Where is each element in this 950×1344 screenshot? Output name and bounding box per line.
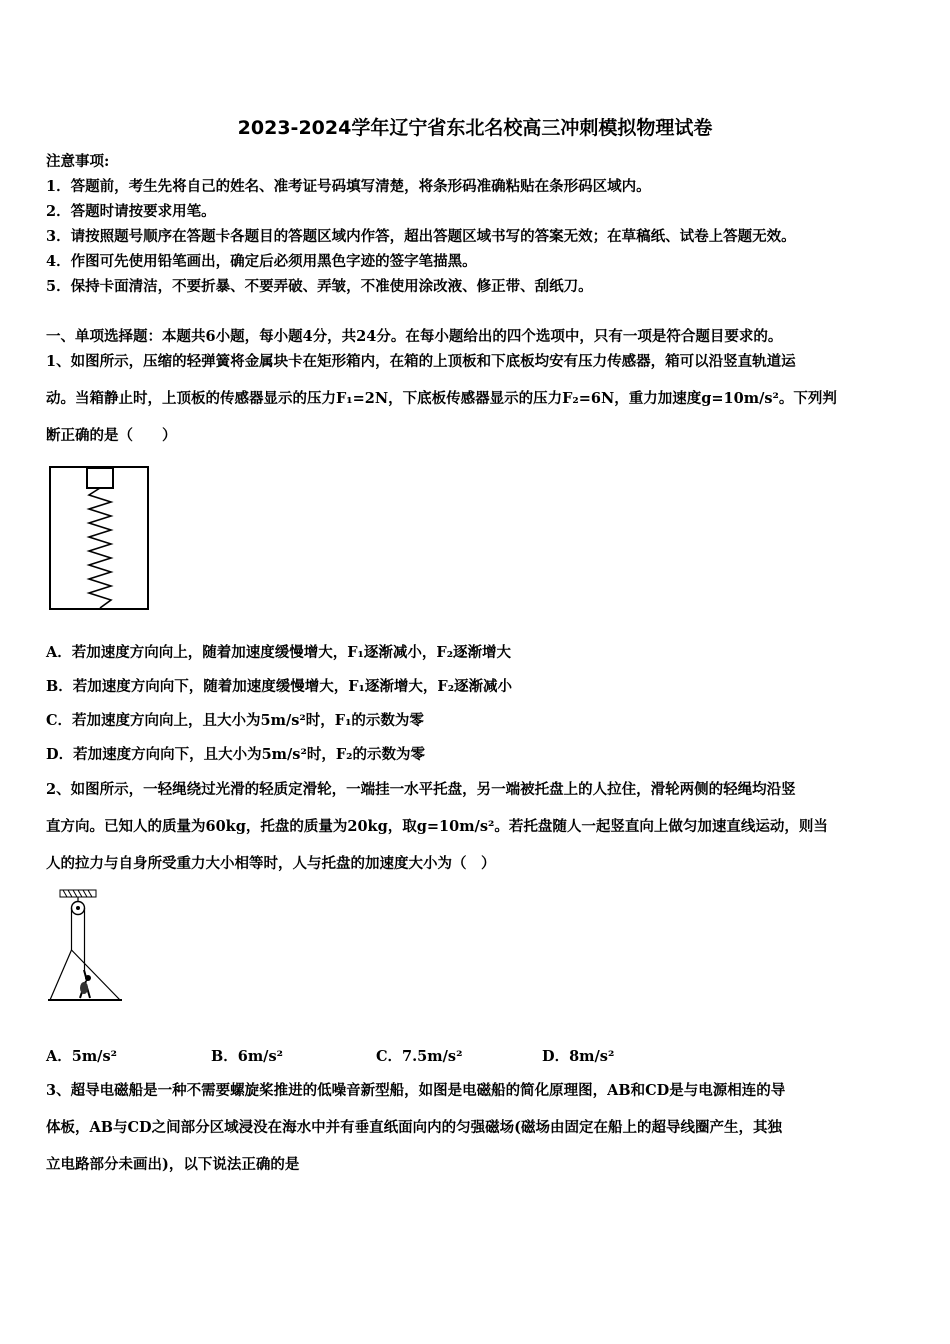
q1-stem-line: 动。当箱静止时，上顶板的传感器显示的压力F₁=2N，下底板传感器显示的压力F₂=6N，重力加速度g=10m/s²。下列判 bbox=[46, 390, 837, 407]
notice-heading: 注意事项: bbox=[46, 153, 110, 170]
q1-option: A．若加速度方向向上，随着加速度缓慢增大，F₁逐渐减小，F₂逐渐增大 bbox=[46, 644, 512, 661]
notice-item: 3．请按照题号顺序在答题卡各题目的答题区域内作答，超出答题区域书写的答案无效；在草稿纸、试卷上答题无效。 bbox=[46, 228, 796, 245]
page-title: 2023-2024学年辽宁省东北名校高三冲刺模拟物理试卷 bbox=[237, 117, 713, 139]
q2-stem-line: 人的拉力与自身所受重力大小相等时，人与托盘的加速度大小为（ ） bbox=[46, 855, 496, 872]
q2-option: B．6m/s² bbox=[211, 1048, 283, 1065]
q2-pulley-figure bbox=[46, 888, 126, 1006]
q2-option: D．8m/s² bbox=[542, 1048, 615, 1065]
q1-stem-line: 断正确的是（ ） bbox=[46, 427, 177, 444]
q2-stem-line: 直方向。已知人的质量为60kg，托盘的质量为20kg，取g=10m/s²。若托盘随人一起竖直向上做匀加速直线运动，则当 bbox=[46, 818, 828, 835]
q2-option: A．5m/s² bbox=[46, 1048, 117, 1065]
notice-item: 4．作图可先使用铅笔画出，确定后必须用黑色字迹的签字笔描黑。 bbox=[46, 253, 477, 270]
q1-spring-box-figure bbox=[48, 465, 152, 613]
q2-stem-line: 2、如图所示，一轻绳绕过光滑的轻质定滑轮，一端挂一水平托盘，另一端被托盘上的人拉住，滑轮两侧的轻绳均沿竖 bbox=[46, 781, 796, 798]
section-heading: 一、单项选择题：本题共6小题，每小题4分，共24分。在每小题给出的四个选项中，只有一项是符合题目要求的。 bbox=[46, 328, 783, 345]
notice-item: 5．保持卡面清洁，不要折暴、不要弄破、弄皱，不准使用涂改液、修正带、刮纸刀。 bbox=[46, 278, 593, 295]
q1-option: C．若加速度方向向上，且大小为5m/s²时，F₁的示数为零 bbox=[46, 712, 424, 729]
q1-option: D．若加速度方向向下，且大小为5m/s²时，F₂的示数为零 bbox=[46, 746, 425, 763]
notice-item: 1．答题前，考生先将自己的姓名、准考证号码填写清楚，将条形码准确粘贴在条形码区域内。 bbox=[46, 178, 651, 195]
q1-option: B．若加速度方向向下，随着加速度缓慢增大，F₁逐渐增大，F₂逐渐减小 bbox=[46, 678, 513, 695]
notice-item: 2．答题时请按要求用笔。 bbox=[46, 203, 216, 220]
q3-stem-line: 3、超导电磁船是一种不需要螺旋桨推进的低噪音新型船，如图是电磁船的简化原理图，AB和CD是与电源相连的导 bbox=[46, 1082, 786, 1099]
q3-stem-line: 立电路部分未画出)，以下说法正确的是 bbox=[46, 1156, 300, 1173]
q2-option: C．7.5m/s² bbox=[376, 1048, 463, 1065]
q1-stem-line: 1、如图所示，压缩的轻弹簧将金属块卡在矩形箱内，在箱的上顶板和下底板均安有压力传感器，箱可以沿竖直轨道运 bbox=[46, 353, 796, 370]
q3-stem-line: 体板，AB与CD之间部分区域浸没在海水中并有垂直纸面向内的匀强磁场(磁场由固定在船上的超导线圈产生，其独 bbox=[46, 1119, 782, 1136]
